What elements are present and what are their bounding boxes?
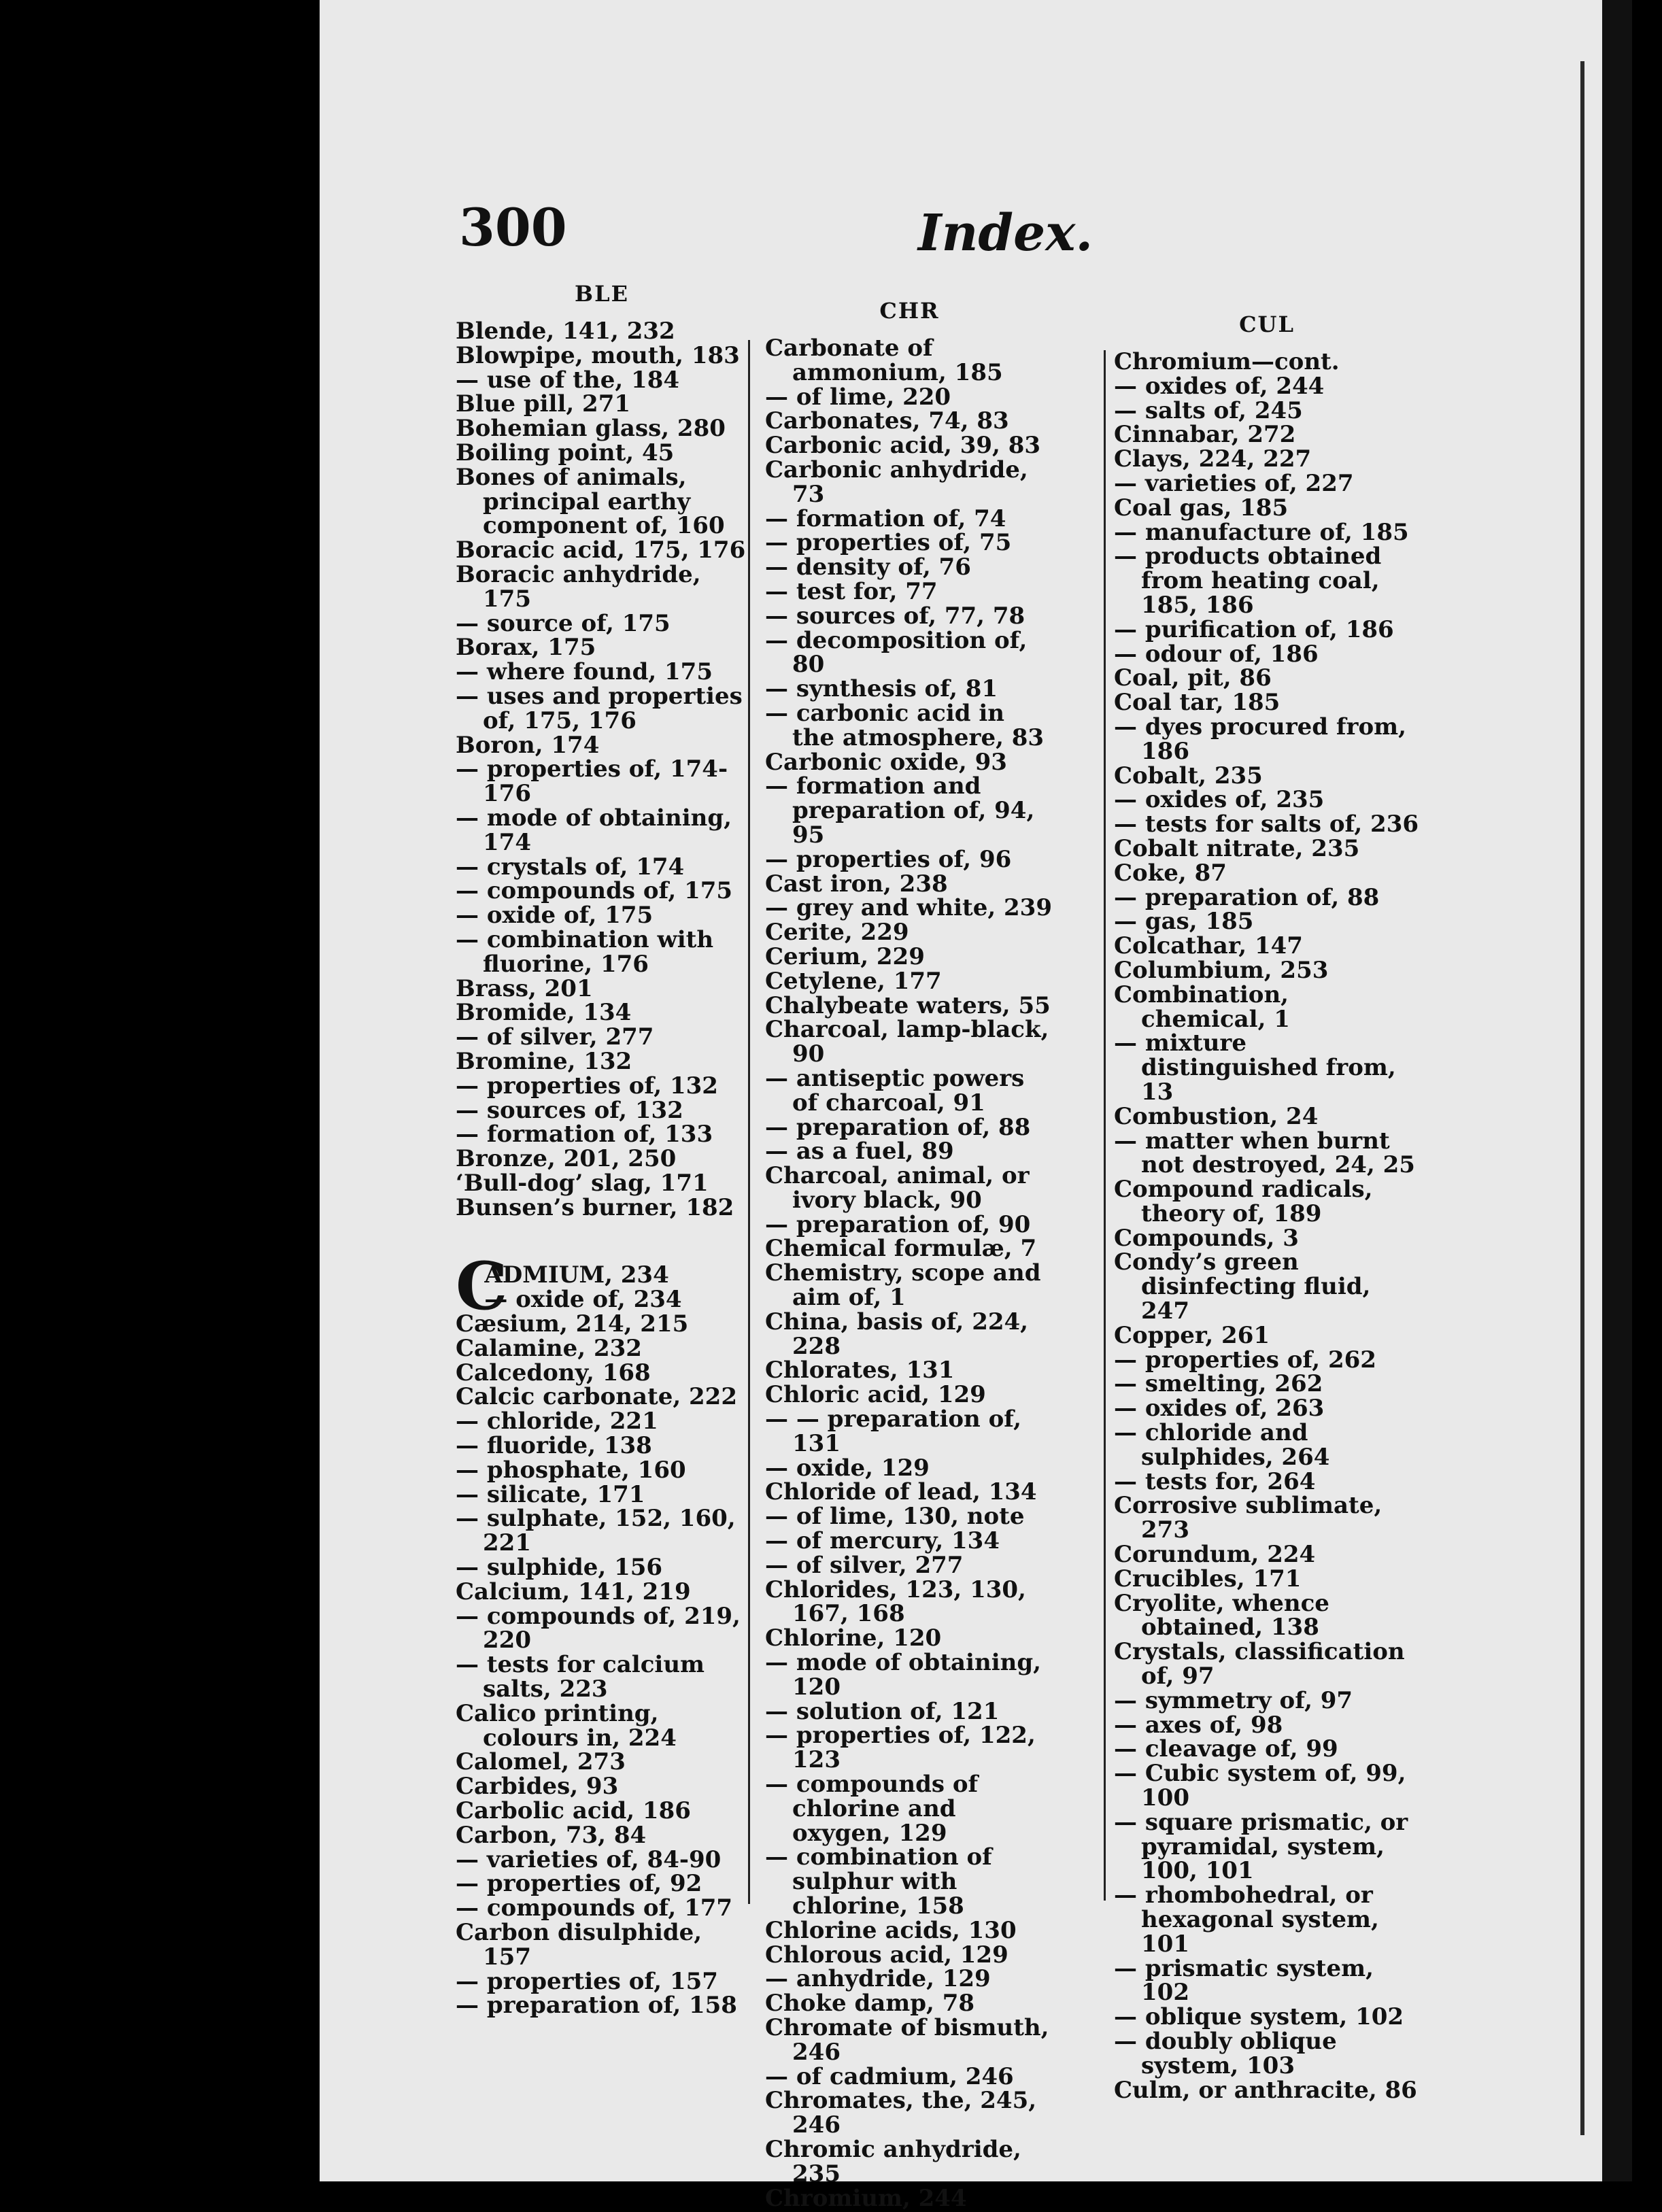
index-entry: Chloric acid, 129 xyxy=(765,1381,986,1409)
index-entry: Calcedony, 168 xyxy=(456,1359,651,1386)
index-entry: — gas, 185 xyxy=(1114,908,1254,936)
index-entry: Blende, 141, 232 xyxy=(456,318,675,345)
index-entry: Cæsium, 214, 215 xyxy=(456,1310,689,1338)
index-entry: — preparation of, 90 xyxy=(765,1210,1031,1238)
index-entry: Charcoal, lamp-black, 90 xyxy=(765,1016,1049,1068)
index-entry: — oblique system, 102 xyxy=(1114,2003,1404,2031)
index-entry: — matter when burnt not destroyed, 24, 25 xyxy=(1114,1127,1415,1179)
running-title: Index. xyxy=(918,204,1093,262)
index-entry: Calico printing, colours in, 224 xyxy=(456,1699,677,1752)
index-entry: — formation of, 133 xyxy=(456,1121,713,1148)
index-entry: Culm, or anthracite, 86 xyxy=(1114,2076,1417,2104)
index-entry: — dyes procured from, 186 xyxy=(1114,713,1406,765)
index-entry: Chlorates, 131 xyxy=(765,1357,955,1384)
index-entry: — mode of obtaining, 120 xyxy=(765,1649,1041,1701)
index-entry: Cast iron, 238 xyxy=(765,870,948,898)
index-entry: Calomel, 273 xyxy=(456,1748,626,1776)
index-entry: Blue pill, 271 xyxy=(456,390,631,418)
index-entry: — odour of, 186 xyxy=(1114,640,1319,668)
index-entry: Combustion, 24 xyxy=(1114,1102,1319,1130)
index-entry: — properties of, 157 xyxy=(456,1967,718,1995)
index-entry: Boron, 174 xyxy=(456,731,600,759)
index-entry: Cobalt nitrate, 235 xyxy=(1114,834,1360,862)
index-entry: — oxides of, 235 xyxy=(1114,786,1325,814)
index-entry-list xyxy=(765,337,1054,2211)
index-entry: Chemistry, scope and aim of, 1 xyxy=(765,1259,1041,1312)
index-entry: Colcathar, 147 xyxy=(1114,932,1303,960)
index-entry: Chloride of lead, 134 xyxy=(765,1478,1037,1506)
index-entry: — anhydride, 129 xyxy=(765,1965,991,1993)
index-entry: — of lime, 220 xyxy=(765,383,951,411)
index-entry: — decomposition of, 80 xyxy=(765,626,1028,679)
index-entry: — combination of sulphur with chlorine, 158 xyxy=(765,1843,992,1920)
index-entry: Carbonic anhydride, 73 xyxy=(765,456,1028,508)
index-entry: — compounds of, 219, 220 xyxy=(456,1602,741,1654)
index-entry: Bunsen’s burner, 182 xyxy=(456,1193,734,1221)
index-entry: — of mercury, 134 xyxy=(765,1527,1000,1555)
index-entry: — where found, 175 xyxy=(456,658,713,686)
index-entry: — sources of, 77, 78 xyxy=(765,602,1025,630)
index-entry-list xyxy=(456,320,748,2018)
index-entry-list xyxy=(1114,350,1420,2103)
index-entry: — carbonic acid in the atmosphere, 83 xyxy=(765,699,1045,751)
index-entry: Carbonic oxide, 93 xyxy=(765,748,1007,776)
index-entry: — test for, 77 xyxy=(765,577,938,605)
index-entry: Carbonates, 74, 83 xyxy=(765,407,1009,435)
index-page xyxy=(320,0,1632,2212)
index-entry: Cetylene, 177 xyxy=(765,967,942,995)
index-entry: — manufacture of, 185 xyxy=(1114,518,1409,546)
index-entry: Crucibles, 171 xyxy=(1114,1565,1302,1593)
index-entry: Chemical formulæ, 7 xyxy=(765,1235,1037,1263)
index-entry: Columbium, 253 xyxy=(1114,956,1329,984)
index-entry: — varieties of, 227 xyxy=(1114,469,1354,497)
index-entry: — of silver, 277 xyxy=(765,1551,964,1579)
index-entry: — tests for salts of, 236 xyxy=(1114,811,1419,838)
column-guide-word: CUL xyxy=(1239,311,1295,337)
index-entry: — synthesis of, 81 xyxy=(765,675,998,703)
index-entry: — symmetry of, 97 xyxy=(1114,1686,1353,1714)
index-entry: Compound radicals, theory of, 189 xyxy=(1114,1176,1373,1227)
index-entry: — density of, 76 xyxy=(765,554,971,581)
index-entry: — preparation of, 88 xyxy=(1114,883,1380,911)
index-entry: — compounds of, 177 xyxy=(456,1894,733,1922)
index-entry: — compounds of chlorine and oxygen, 129 xyxy=(765,1771,979,1847)
index-entry: — phosphate, 160 xyxy=(456,1456,686,1484)
index-entry: — use of the, 184 xyxy=(456,366,680,394)
index-entry: — chloride and sulphides, 264 xyxy=(1114,1419,1330,1471)
index-entry: — tests for, 264 xyxy=(1114,1467,1316,1495)
index-entry: Calamine, 232 xyxy=(456,1334,642,1362)
index-entry: Coke, 87 xyxy=(1114,859,1227,887)
index-entry: Copper, 261 xyxy=(1114,1321,1270,1349)
index-entry: — mixture distinguished from, 13 xyxy=(1114,1030,1396,1106)
index-entry: Bones of animals, principal earthy component of, 160 xyxy=(456,463,725,540)
index-entry: Compounds, 3 xyxy=(1114,1224,1299,1252)
index-entry: Crystals, classification of, 97 xyxy=(1114,1638,1405,1690)
index-entry: — sulphate, 152, 160, 221 xyxy=(456,1505,736,1557)
index-entry: — sulphide, 156 xyxy=(456,1554,663,1582)
index-entry: — products obtained from heating coal, 185, 186 xyxy=(1114,543,1382,619)
index-entry: — oxide of, 234 xyxy=(484,1286,682,1314)
index-entry: Chlorous acid, 129 xyxy=(765,1941,1008,1969)
index-entry: Carbonic acid, 39, 83 xyxy=(765,432,1041,460)
index-entry: Calcic carbonate, 222 xyxy=(456,1383,737,1411)
index-entry: — properties of, 75 xyxy=(765,529,1012,557)
index-entry: Condy’s green disinfecting fluid, 247 xyxy=(1114,1248,1371,1325)
index-entry: — preparation of, 88 xyxy=(765,1113,1031,1141)
index-entry: — axes of, 98 xyxy=(1114,1711,1283,1739)
index-entry: Chalybeate waters, 55 xyxy=(765,991,1051,1019)
index-entry: — silicate, 171 xyxy=(456,1480,645,1508)
index-entry: Calcium, 141, 219 xyxy=(456,1578,691,1605)
index-entry: — oxide of, 175 xyxy=(456,902,654,930)
index-entry: Cinnabar, 272 xyxy=(1114,421,1296,449)
column-rule-right xyxy=(1104,350,1106,1901)
index-entry: — properties of, 174-176 xyxy=(456,755,728,808)
index-entry: — salts of, 245 xyxy=(1114,396,1303,424)
index-entry: CADMIUM, 234 xyxy=(456,1248,669,1325)
index-entry: — chloride, 221 xyxy=(456,1408,658,1435)
column-rule-left xyxy=(748,340,750,1904)
index-entry: — of silver, 277 xyxy=(456,1023,654,1051)
index-entry: Charcoal, animal, or ivory black, 90 xyxy=(765,1162,1030,1214)
index-entry: Boiling point, 45 xyxy=(456,439,675,466)
index-entry: Cerite, 229 xyxy=(765,919,909,947)
index-entry: Chromic anhydride, 235 xyxy=(765,2135,1021,2188)
index-entry: — of cadmium, 246 xyxy=(765,2062,1014,2090)
page-edge xyxy=(1602,0,1632,2181)
index-entry: — doubly oblique system, 103 xyxy=(1114,2027,1337,2079)
column-guide-word: BLE xyxy=(575,281,629,307)
column-guide-word: CHR xyxy=(879,298,940,324)
index-entry: Carbides, 93 xyxy=(456,1773,619,1801)
index-entry: ‘Bull-dog’ slag, 171 xyxy=(456,1169,709,1197)
index-entry: Carbolic acid, 186 xyxy=(456,1797,691,1825)
index-entry: — formation of, 74 xyxy=(765,505,1006,532)
index-entry: — Cubic system of, 99, 100 xyxy=(1114,1760,1406,1812)
index-entry: China, basis of, 224, 228 xyxy=(765,1308,1028,1360)
index-entry: Borax, 175 xyxy=(456,634,596,662)
index-entry: Choke damp, 78 xyxy=(765,1990,975,2018)
index-entry: — grey and white, 239 xyxy=(765,894,1052,922)
index-entry: — oxides of, 263 xyxy=(1114,1395,1325,1423)
index-entry: Chromium, 244 xyxy=(765,2184,967,2212)
page-edge-line xyxy=(1580,61,1584,2135)
index-entry: Brass, 201 xyxy=(456,974,593,1002)
index-entry: Chlorine, 120 xyxy=(765,1624,942,1652)
index-entry: Chlorides, 123, 130, 167, 168 xyxy=(765,1576,1026,1628)
index-entry: Cerium, 229 xyxy=(765,942,925,970)
index-entry: — mode of obtaining, 174 xyxy=(456,804,732,856)
index-entry: Boracic acid, 175, 176 xyxy=(456,537,746,564)
index-entry: — properties of, 262 xyxy=(1114,1346,1376,1374)
page-number: 300 xyxy=(459,197,567,258)
index-entry: Chromates, the, 245, 246 xyxy=(765,2087,1037,2139)
index-entry: Clays, 224, 227 xyxy=(1114,445,1312,473)
index-entry: — antiseptic powers of charcoal, 91 xyxy=(765,1064,1025,1117)
index-entry: — compounds of, 175 xyxy=(456,877,733,905)
index-entry: — square prismatic, or pyramidal, system, 100, 101 xyxy=(1114,1808,1408,1885)
index-entry: — properties of, 92 xyxy=(456,1870,702,1898)
index-entry: — fluoride, 138 xyxy=(456,1432,652,1460)
index-entry: Blowpipe, mouth, 183 xyxy=(456,341,740,369)
index-entry: Coal, pit, 86 xyxy=(1114,664,1272,692)
index-entry: Corundum, 224 xyxy=(1114,1541,1316,1569)
index-entry: — smelting, 262 xyxy=(1114,1370,1323,1398)
index-entry: — properties of, 96 xyxy=(765,845,1012,873)
index-entry: Coal gas, 185 xyxy=(1114,494,1289,522)
index-entry: Chromate of bismuth, 246 xyxy=(765,2013,1049,2066)
index-entry: — uses and properties of, 175, 176 xyxy=(456,682,743,734)
index-entry: Cryolite, whence obtained, 138 xyxy=(1114,1589,1329,1641)
index-entry: — properties of, 122, 123 xyxy=(765,1722,1036,1774)
index-entry: Coal tar, 185 xyxy=(1114,689,1281,717)
index-entry: — rhombohedral, or hexagonal system, 101 xyxy=(1114,1882,1379,1958)
index-entry: — properties of, 132 xyxy=(456,1072,718,1100)
index-entry: — of lime, 130, note xyxy=(765,1503,1025,1531)
index-entry: — source of, 175 xyxy=(456,609,671,637)
index-entry: — cleavage of, 99 xyxy=(1114,1735,1338,1763)
index-entry: — — preparation of, 131 xyxy=(765,1406,1021,1457)
index-entry: — solution of, 121 xyxy=(765,1697,1000,1725)
index-entry: Carbonate of ammonium, 185 xyxy=(765,335,1003,386)
index-entry: — oxides of, 244 xyxy=(1114,372,1325,400)
index-entry: Corrosive sublimate, 273 xyxy=(1114,1492,1383,1544)
index-entry: — tests for calcium salts, 223 xyxy=(456,1651,705,1703)
index-entry: — purification of, 186 xyxy=(1114,615,1394,643)
index-entry: Chromium—cont. xyxy=(1114,348,1340,375)
index-entry: Combination, chemical, 1 xyxy=(1114,981,1290,1033)
index-entry: — combination with fluorine, 176 xyxy=(456,925,714,978)
index-entry: Bromide, 134 xyxy=(456,999,632,1027)
index-entry: — prismatic system, 102 xyxy=(1114,1954,1374,2007)
index-entry: Chlorine acids, 130 xyxy=(765,1916,1017,1944)
index-entry: — sources of, 132 xyxy=(456,1096,683,1124)
index-entry: Bohemian glass, 280 xyxy=(456,415,726,443)
index-entry: — preparation of, 158 xyxy=(456,1992,737,2020)
index-entry: Cobalt, 235 xyxy=(1114,762,1263,789)
index-entry: Bromine, 132 xyxy=(456,1047,632,1075)
index-entry: Carbon, 73, 84 xyxy=(456,1821,647,1849)
index-entry: Carbon disulphide, 157 xyxy=(456,1919,702,1971)
index-entry: — varieties of, 84-90 xyxy=(456,1845,722,1873)
index-entry: Boracic anhydride, 175 xyxy=(456,560,701,613)
index-entry: — oxide, 129 xyxy=(765,1454,930,1482)
index-entry: — formation and preparation of, 94, 95 xyxy=(765,772,1035,849)
index-entry: Bronze, 201, 250 xyxy=(456,1145,677,1173)
index-entry: — crystals of, 174 xyxy=(456,853,685,881)
index-entry: — as a fuel, 89 xyxy=(765,1138,954,1165)
